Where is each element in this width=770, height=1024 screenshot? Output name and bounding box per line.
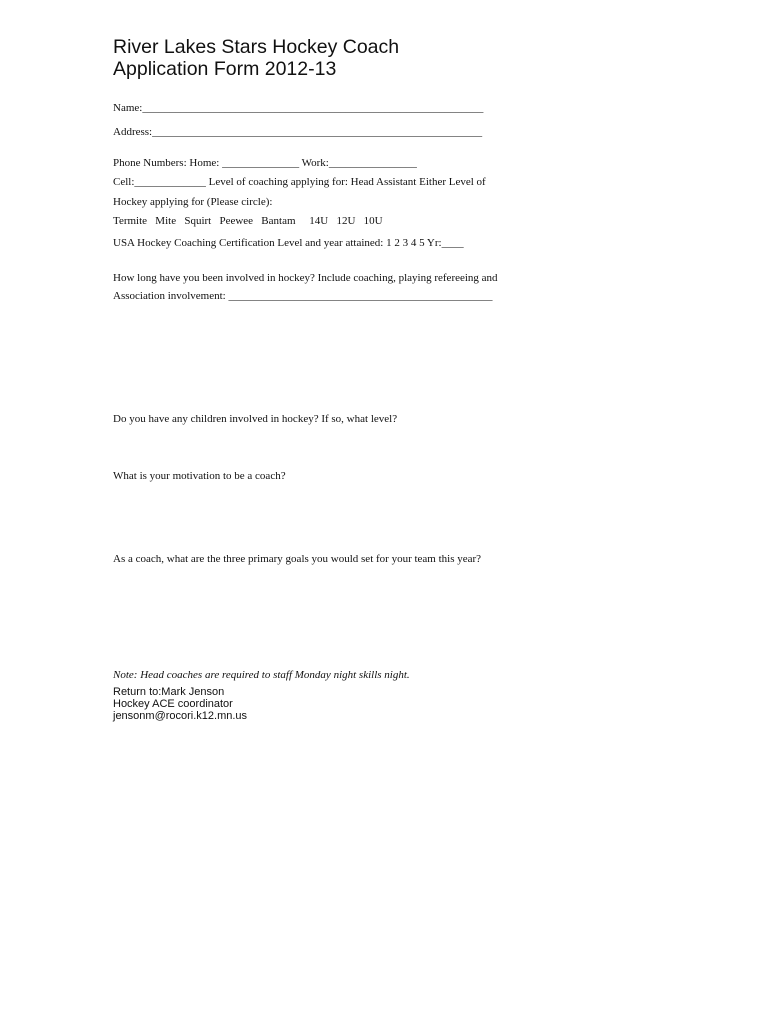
name-field[interactable]: Name:______________________________________________________________ <box>113 102 484 114</box>
address-field[interactable]: Address:____________________________________________________________ <box>113 126 483 138</box>
contact-email[interactable]: jensonm@rocori.k12.mn.us <box>113 710 248 722</box>
phone-numbers-field[interactable]: Phone Numbers: Home: ______________ Work:________________ <box>113 157 417 169</box>
hockey-level-prompt: Hockey applying for (Please circle): <box>113 196 273 208</box>
cell-and-coaching-level-field[interactable]: Cell:_____________ Level of coaching applying for: Head Assistant Either Level of <box>113 176 486 188</box>
goals-question: As a coach, what are the three primary goals you would set for your team this year? <box>113 553 482 565</box>
head-coach-note: Note: Head coaches are required to staff Monday night skills night. <box>113 669 410 681</box>
involvement-question: How long have you been involved in hockey? Include coaching, playing refereeing and <box>113 272 498 284</box>
form-title-line-1: River Lakes Stars Hockey Coach <box>113 36 400 58</box>
motivation-question: What is your motivation to be a coach? <box>113 470 286 482</box>
association-involvement-field[interactable]: Association involvement: ________________________________________________ <box>113 290 493 302</box>
return-to-contact: Return to:Mark Jenson <box>113 686 225 698</box>
children-question: Do you have any children involved in hockey? If so, what level? <box>113 413 398 425</box>
certification-field[interactable]: USA Hockey Coaching Certification Level and year attained: 1 2 3 4 5 Yr:____ <box>113 237 464 249</box>
contact-role: Hockey ACE coordinator <box>113 698 233 710</box>
hockey-level-options[interactable]: Termite Mite Squirt Peewee Bantam 14U 12U 10U <box>113 215 383 227</box>
form-title-line-2: Application Form 2012-13 <box>113 58 337 80</box>
